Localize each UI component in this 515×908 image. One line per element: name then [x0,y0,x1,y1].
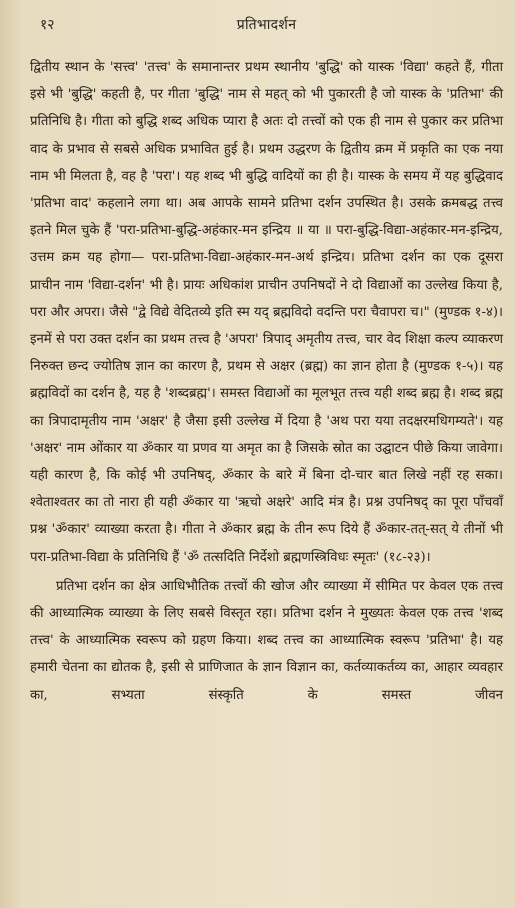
page-body [30,54,503,709]
body-paragraph-1: द्वितीय स्थान के 'सत्त्व' 'तत्त्व' के समानान्तर प्रथम स्थानीय 'बुद्धि' को यास्क 'विद्या' कहते हैं, गीता इसे भी 'बुद्धि' कहती है, पर गीता 'बुद्धि' नाम से महत् को भी पुकारती है जो यास्क के 'प्रतिभा' की प्रतिनिधि है। गीता को बुद्धि शब्द अधिक प्यारा है अतः दो तत्त्वों को एक ही नाम से पुकार कर प्रतिभा वाद के प्रभाव से सबसे अधिक प्रभावित हुई है। प्रथम उद्धरण के द्वितीय क्रम में प्रकृति का एक नया नाम भी मिलता है, वह है 'परा'। यह शब्द भी बुद्धि वादियों का ही है। यास्क के समय में यह बुद्धिवाद 'प्रतिभा वाद' कहलाने लगा था। अब आपके सामने प्रतिभा दर्शन उपस्थित है। उसके क्रमबद्ध तत्त्व इतने मिल चुके हैं 'परा-प्रतिभा-बुद्धि-अहंकार-मन इन्द्रिय ॥ या ॥ परा-बुद्धि-विद्या-अहंकार-मन-इन्द्रिय, उत्तम क्रम यह होगा— परा-प्रतिभा-विद्या-अहंकार-मन-अर्थ इन्द्रिय। प्रतिभा दर्शन का एक दूसरा प्राचीन नाम 'विद्या-दर्शन' भी है। प्रायः अधिकांश प्राचीन उपनिषदों ने दो विद्याओं का उल्लेख किया है, परा और अपरा। जैसे "द्वे विद्ये वेदितव्ये इति स्म यद् ब्रह्मविदो वदन्ति परा चैवापरा च।" (मुण्डक १-४)। इनमें से परा उक्त दर्शन का प्रथम तत्त्व है 'अपरा' त्रिपाद् अमृतीय तत्त्व, चार वेद शिक्षा कल्प व्याकरण निरुक्त छन्द ज्योतिष ज्ञान का कारण है, प्रथम से अक्षर (ब्रह्म) का ज्ञान होता है (मुण्डक १-५)। यह ब्रह्मविदों का दर्शन है, यह है 'शब्दब्रह्म'। समस्त विद्याओं का मूलभूत तत्त्व यही शब्द ब्रह्म है। शब्द ब्रह्म का त्रिपादामृतीय नाम 'अक्षर' है जैसा इसी उल्लेख में दिया है 'अथ परा यया तदक्षरमधिगम्यते'। यह 'अक्षर' नाम ओंकार या ॐकार या प्रणव या अमृत का है जिसके स्रोत का उद्घाटन पीछे किया जावेगा। यही कारण है, कि कोई भी उपनिषद्, ॐकार के बारे में बिना दो-चार बात लिखे नहीं रह सका। श्वेताश्वतर का तो नारा ही यही ॐकार या 'ऋचो अक्षरे' आदि मंत्र है। प्रश्न उपनिषद् का पूरा पाँचवाँ प्रश्न 'ॐकार' व्याख्या करता है। गीता ने ॐकार ब्रह्म के तीन रूप दिये हैं ॐकार-तत्-सत् ये तीनों भी परा-प्रतिभा-विद्या के प्रतिनिधि हैं 'ॐ तत्सदिति निर्देशो ब्रह्मणस्त्रिविधः स्मृतः' (१८-२३)। [30,60,503,565]
page-header [30,16,503,46]
body-paragraph-2: प्रतिभा दर्शन का क्षेत्र आधिभौतिक तत्त्वों की खोज और व्याख्या में सीमित पर केवल एक तत्त्व की आध्यात्मिक व्याख्या के लिए सबसे विस्तृत रहा। प्रतिभा दर्शन ने मुख्यतः केवल एक तत्त्व 'शब्द तत्त्व' के आध्यात्मिक स्वरूप को ग्रहण किया। शब्द तत्त्व का आध्यात्मिक स्वरूप 'प्रतिभा' है। यह हमारी चेतना का द्योतक है, इसी से प्राणिजात के ज्ञान विज्ञान का, कर्तव्याकर्तव्य का, आहार व्यवहार का, सभ्यता संस्कृति के समस्त जीवन [30,578,503,703]
running-title: प्रतिभादर्शन [236,17,297,33]
page-number: १२ [40,17,55,33]
